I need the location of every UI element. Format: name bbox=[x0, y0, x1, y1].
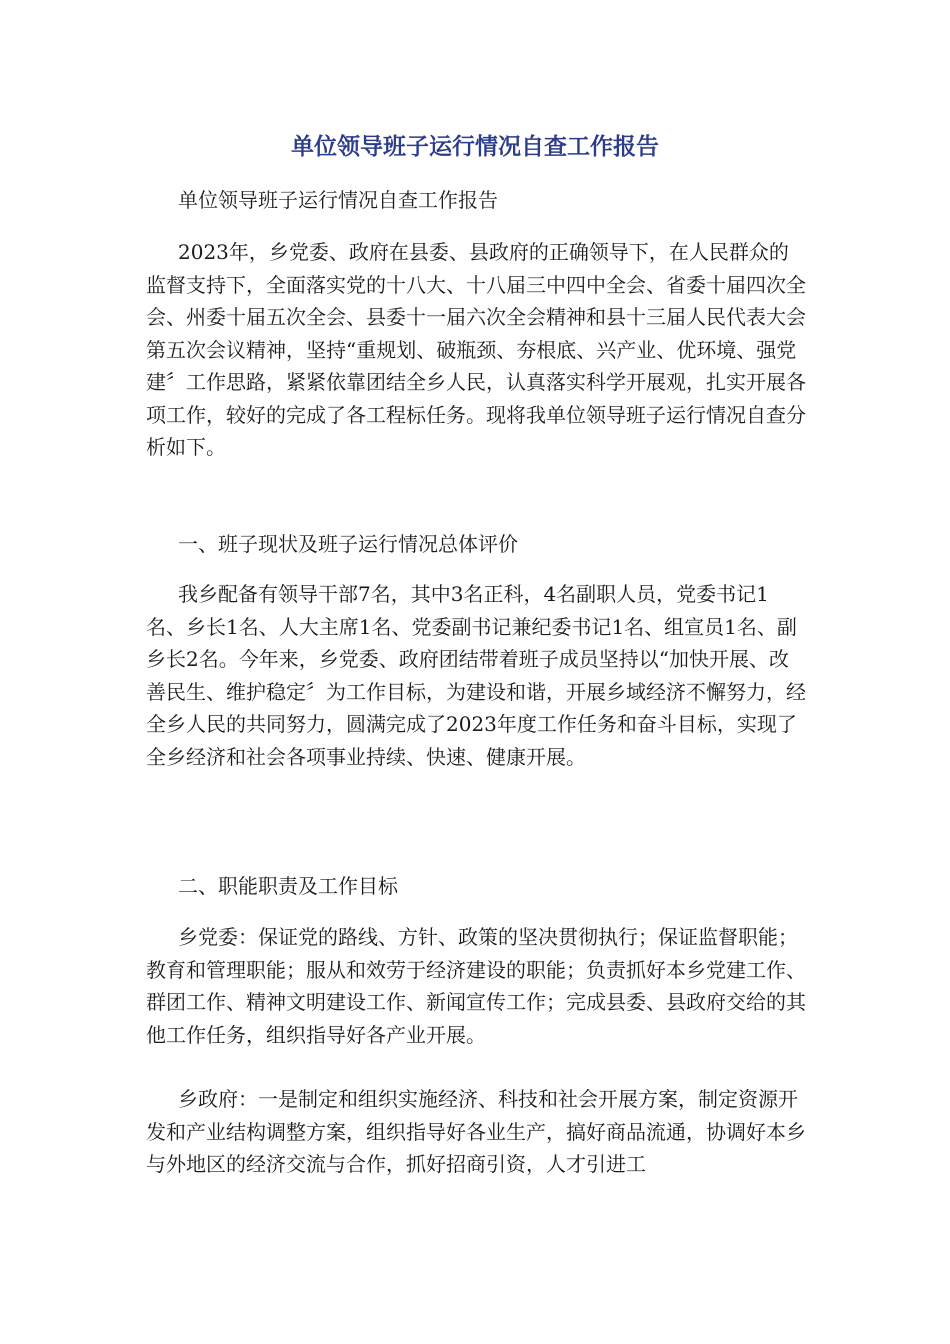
section-heading-2: 二、职能职责及工作目标 bbox=[178, 874, 398, 898]
document-subtitle: 单位领导班子运行情况自查工作报告 bbox=[178, 188, 498, 212]
township-government-paragraph: 乡政府：一是制定和组织实施经济、科技和社会开展方案，制定资源开发和产业结构调整方案，组织指导好各业生产，搞好商品流通，协调好本乡与外地区的经济交流与合作，抓好招商引资，人才引进工 bbox=[146, 1087, 806, 1176]
party-committee-paragraph: 乡党委：保证党的路线、方针、政策的坚决贯彻执行；保证监督职能；教育和管理职能；服从和效劳于经济建设的职能；负责抓好本乡党建工作、群团工作、精神文明建设工作、新闻宣传工作；完成县委、县政府交给的其他工作任务，组织指导好各产业开展。 bbox=[146, 925, 806, 1047]
document-title: 单位领导班子运行情况自查工作报告 bbox=[291, 134, 659, 160]
intro-paragraph: 2023年，乡党委、政府在县委、县政府的正确领导下，在人民群众的监督支持下，全面落实党的十八大、十八届三中四中全会、省委十届四次全会、州委十届五次全会、县委十一届六次全会精神和县十三届人民代表大会第五次会议精神，坚持“重规划、破瓶颈、夯根底、兴产业、优环境、强党建〞工作思路，紧紧依靠团结全乡人民，认真落实科学开展观，扎实开展各项工作，较好的完成了各工程标任务。现将我单位领导班子运行情况自查分析如下。 bbox=[146, 240, 806, 459]
section-heading-1: 一、班子现状及班子运行情况总体评价 bbox=[178, 532, 518, 556]
section-1-paragraph: 我乡配备有领导干部7名，其中3名正科，4名副职人员，党委书记1名、乡长1名、人大主席1名、党委副书记兼纪委书记1名、组宣员1名、副乡长2名。今年来，乡党委、政府团结带着班子成员坚持以“加快开展、改善民生、维护稳定〞为工作目标，为建设和谐，开展乡域经济不懈努力，经全乡人民的共同努力，圆满完成了2023年度工作任务和奋斗目标，实现了全乡经济和社会各项事业持续、快速、健康开展。 bbox=[146, 582, 806, 769]
